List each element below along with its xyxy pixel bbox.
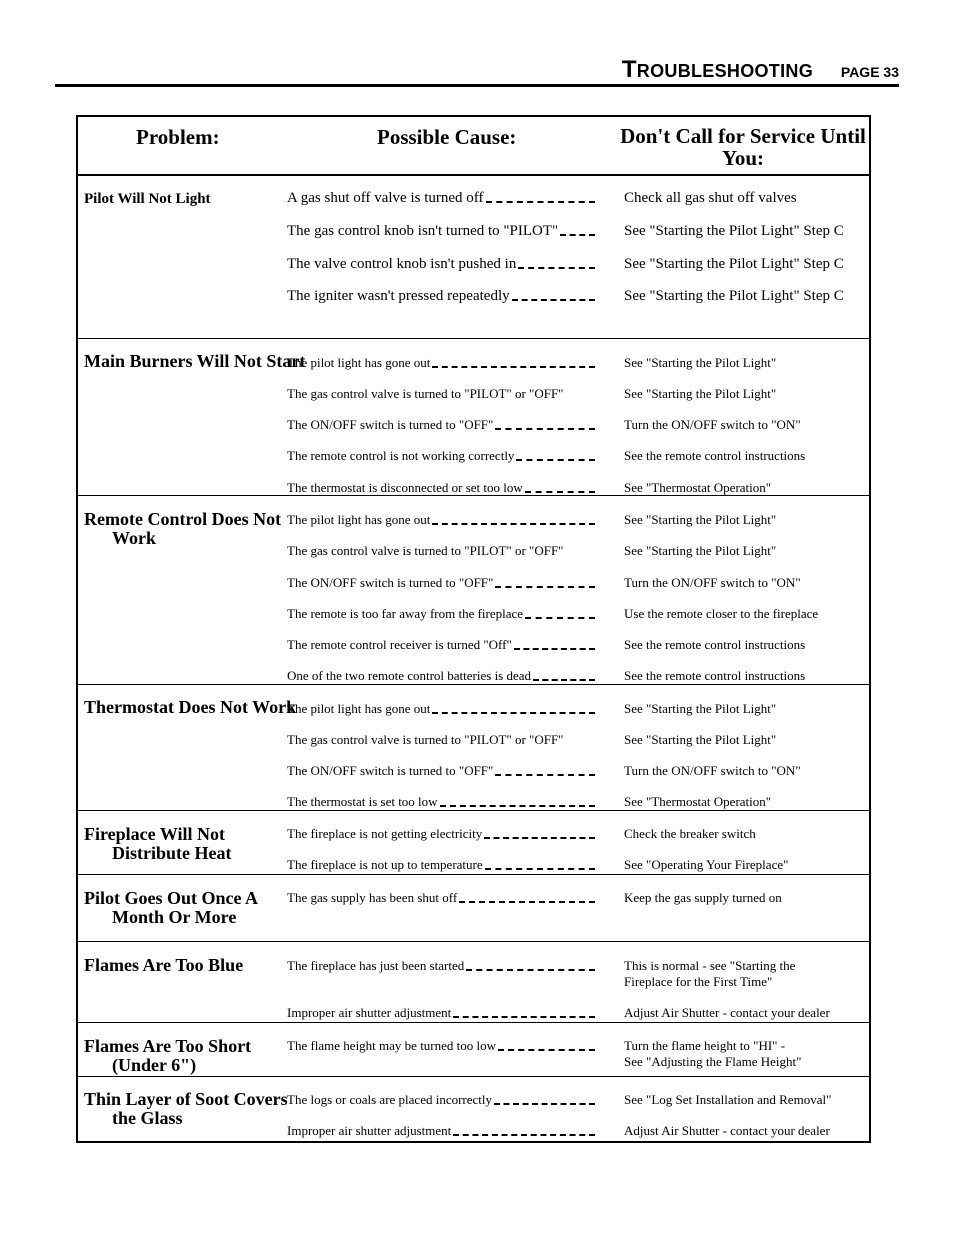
cause-text: The ON/OFF switch is turned to "OFF": [287, 417, 494, 432]
section-pilot-goes-out: [78, 874, 869, 941]
leader-dots: [498, 1049, 595, 1051]
fix-cell: Check all gas shut off valves: [624, 190, 797, 206]
cause-text: The gas control valve is turned to "PILOT" or "OFF": [287, 543, 564, 558]
fix-cell: This is normal - see "Starting the Fireplace for the First Time": [624, 958, 796, 989]
leader-dots: [512, 299, 595, 301]
cause-text: The gas control valve is turned to "PILOT" or "OFF": [287, 732, 564, 747]
cause-cell: [287, 480, 595, 496]
column-header-cause: Possible Cause:: [377, 125, 517, 149]
fix-cell: See "Starting the Pilot Light": [624, 701, 777, 716]
page-number: PAGE 33: [840, 64, 899, 80]
cause-text: The igniter wasn't pressed repeatedly: [287, 288, 510, 304]
fix-cell: Turn the ON/OFF switch to "ON": [624, 417, 801, 432]
cause-cell: [287, 512, 595, 528]
cause-text: The ON/OFF switch is turned to "OFF": [287, 575, 494, 590]
section-main-burners-will-not-start: [78, 338, 869, 495]
problem-title: Main Burners Will Not Start: [84, 351, 306, 371]
cause-cell: [287, 386, 595, 402]
cause-cell: [287, 794, 595, 810]
fix-cell: See "Starting the Pilot Light" Step C: [624, 223, 844, 239]
cause-text: The fireplace is not up to temperature: [287, 857, 483, 872]
cause-cell: [287, 857, 595, 873]
problem-title: Flames Are Too Short (Under 6"): [84, 1036, 252, 1075]
column-header-fix: Don't Call for Service Until You:: [620, 124, 866, 170]
leader-dots: [485, 868, 595, 870]
cause-cell: [287, 606, 595, 622]
leader-dots: [514, 648, 595, 650]
cause-cell: [287, 890, 595, 906]
problem-title: Pilot Will Not Light: [84, 191, 211, 207]
cause-cell: [287, 958, 595, 974]
fix-cell: See "Starting the Pilot Light": [624, 512, 777, 527]
cause-cell: [287, 668, 595, 684]
cause-cell: [287, 701, 595, 717]
section-flames-are-too-short: [78, 1022, 869, 1076]
cause-text: The gas control knob isn't turned to "PILOT": [287, 223, 559, 239]
section-thin-layer-of-soot: [78, 1076, 869, 1140]
fix-cell: See "Thermostat Operation": [624, 480, 772, 495]
cause-cell: [287, 575, 595, 591]
cause-text: The flame height may be turned too low: [287, 1038, 497, 1053]
leader-dots: [518, 267, 595, 269]
column-header-problem: Problem:: [136, 125, 220, 149]
leader-dots: [432, 366, 595, 368]
cause-text: The gas supply has been shut off: [287, 890, 458, 905]
cause-cell: [287, 417, 595, 433]
problem-title: Remote Control Does Not Work: [84, 509, 282, 548]
cause-cell: [287, 1123, 595, 1139]
cause-text: The fireplace is not getting electricity: [287, 826, 483, 841]
leader-dots: [484, 837, 595, 839]
troubleshooting-table: [76, 115, 871, 1143]
leader-dots: [486, 201, 595, 203]
leader-dots: [432, 712, 595, 714]
fix-cell: See the remote control instructions: [624, 637, 806, 652]
cause-cell: [287, 1005, 595, 1021]
fix-cell: See "Starting the Pilot Light": [624, 732, 777, 747]
problem-title: Thermostat Does Not Work: [84, 697, 297, 717]
leader-dots: [495, 586, 595, 588]
fix-cell: Adjust Air Shutter - contact your dealer: [624, 1005, 830, 1020]
leader-dots: [525, 617, 595, 619]
cause-cell: [287, 288, 595, 304]
fix-cell: See the remote control instructions: [624, 668, 806, 683]
problem-title: Pilot Goes Out Once A Month Or More: [84, 888, 257, 927]
cause-text: A gas shut off valve is turned off: [287, 190, 484, 206]
leader-dots: [495, 428, 595, 430]
leader-dots: [440, 805, 595, 807]
cause-cell: [287, 355, 595, 371]
cause-text: The thermostat is disconnected or set too low: [287, 480, 523, 495]
fix-cell: See "Starting the Pilot Light": [624, 386, 777, 401]
leader-dots: [525, 491, 595, 493]
cause-cell: [287, 732, 595, 748]
cause-cell: [287, 763, 595, 779]
leader-dots: [560, 234, 595, 236]
section-fireplace-will-not-distribute-heat: [78, 810, 869, 874]
problem-title: Fireplace Will Not Distribute Heat: [84, 824, 232, 863]
cause-text: The remote control is not working correctly: [287, 448, 515, 463]
cause-text: One of the two remote control batteries is dead: [287, 668, 532, 683]
fix-cell: See "Starting the Pilot Light" Step C: [624, 256, 844, 272]
leader-dots: [494, 1103, 595, 1105]
leader-dots: [516, 459, 595, 461]
cause-text: The fireplace has just been started: [287, 958, 465, 973]
cause-cell: [287, 223, 595, 239]
fix-cell: See "Starting the Pilot Light" Step C: [624, 288, 844, 304]
cause-cell: [287, 543, 595, 559]
page-header: [55, 52, 899, 87]
table-header: [78, 117, 869, 176]
cause-text: The pilot light has gone out: [287, 512, 431, 527]
cause-cell: [287, 637, 595, 653]
leader-dots: [432, 523, 595, 525]
cause-text: The logs or coals are placed incorrectly: [287, 1092, 493, 1107]
section-pilot-will-not-light: [78, 174, 869, 337]
cause-text: The pilot light has gone out: [287, 355, 431, 370]
cause-text: The remote is too far away from the fireplace: [287, 606, 524, 621]
fix-cell: See "Thermostat Operation": [624, 794, 772, 809]
cause-cell: [287, 448, 595, 464]
section-flames-are-too-blue: [78, 941, 869, 1022]
fix-cell: Use the remote closer to the fireplace: [624, 606, 819, 621]
cause-text: The ON/OFF switch is turned to "OFF": [287, 763, 494, 778]
leader-dots: [459, 901, 595, 903]
cause-text: The valve control knob isn't pushed in: [287, 256, 517, 272]
page-title: TROUBLESHOOTING: [621, 56, 813, 83]
cause-cell: [287, 826, 595, 842]
fix-cell: See the remote control instructions: [624, 448, 806, 463]
fix-cell: Check the breaker switch: [624, 826, 756, 841]
fix-cell: Turn the ON/OFF switch to "ON": [624, 575, 801, 590]
cause-text: Improper air shutter adjustment: [287, 1123, 452, 1138]
fix-cell: Keep the gas supply turned on: [624, 890, 782, 905]
leader-dots: [533, 679, 595, 681]
cause-text: Improper air shutter adjustment: [287, 1005, 452, 1020]
cause-cell: [287, 1038, 595, 1054]
cause-text: The thermostat is set too low: [287, 794, 438, 809]
leader-dots: [453, 1134, 595, 1136]
problem-title: Flames Are Too Blue: [84, 955, 244, 975]
fix-cell: See "Starting the Pilot Light": [624, 355, 777, 370]
fix-cell: See "Operating Your Fireplace": [624, 857, 789, 872]
leader-dots: [495, 774, 595, 776]
cause-text: The pilot light has gone out: [287, 701, 431, 716]
section-remote-control-does-not-work: [78, 495, 869, 684]
cause-text: The gas control valve is turned to "PILOT" or "OFF": [287, 386, 564, 401]
leader-dots: [466, 969, 595, 971]
problem-title: Thin Layer of Soot Covers the Glass: [84, 1089, 288, 1128]
cause-cell: [287, 1092, 595, 1108]
leader-dots: [453, 1016, 595, 1018]
fix-cell: Adjust Air Shutter - contact your dealer: [624, 1123, 830, 1138]
fix-cell: Turn the flame height to "HI" - See "Adjusting the Flame Height": [624, 1038, 802, 1069]
fix-cell: See "Log Set Installation and Removal": [624, 1092, 832, 1107]
fix-cell: Turn the ON/OFF switch to "ON": [624, 763, 801, 778]
section-thermostat-does-not-work: [78, 684, 869, 810]
cause-cell: [287, 256, 595, 272]
cause-cell: [287, 190, 595, 206]
cause-text: The remote control receiver is turned "Off": [287, 637, 512, 652]
fix-cell: See "Starting the Pilot Light": [624, 543, 777, 558]
